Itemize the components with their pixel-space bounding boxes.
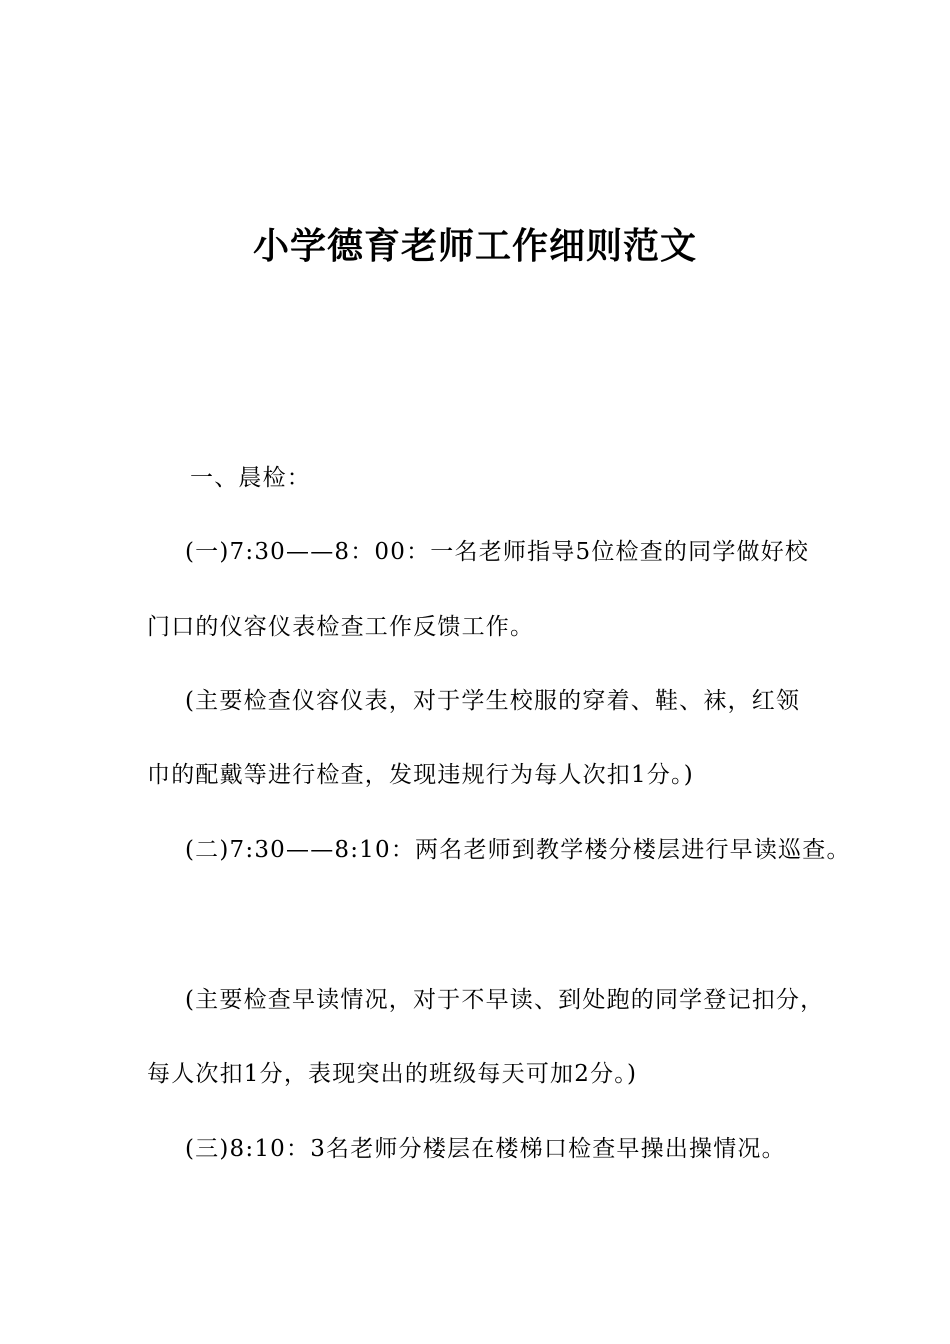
paragraph-line: 门口的仪容仪表检查工作反馈工作。 (147, 614, 535, 640)
paragraph-line: 巾的配戴等进行检查，发现违规行为每人次扣1分。) (147, 762, 694, 788)
section-heading-morning-check: 一、晨检： (190, 465, 311, 491)
paragraph-line: 每人次扣1分，表现突出的班级每天可加2分。) (147, 1061, 638, 1087)
paragraph-line: (主要检查仪容仪表，对于学生校服的穿着、鞋、袜，红领 (185, 688, 801, 714)
paragraph-line: (主要检查早读情况，对于不早读、到处跑的同学登记扣分， (185, 987, 825, 1013)
paragraph-line: (一)7:30——8：00：一名老师指导5位检查的同学做好校 (185, 539, 810, 565)
paragraph-line: (二)7:30——8:10：两名老师到教学楼分楼层进行早读巡查。 (185, 837, 851, 863)
paragraph-line: (三)8:10：3名老师分楼层在楼梯口检查早操出操情况。 (185, 1136, 786, 1162)
document-title: 小学德育老师工作细则范文 (252, 226, 697, 267)
